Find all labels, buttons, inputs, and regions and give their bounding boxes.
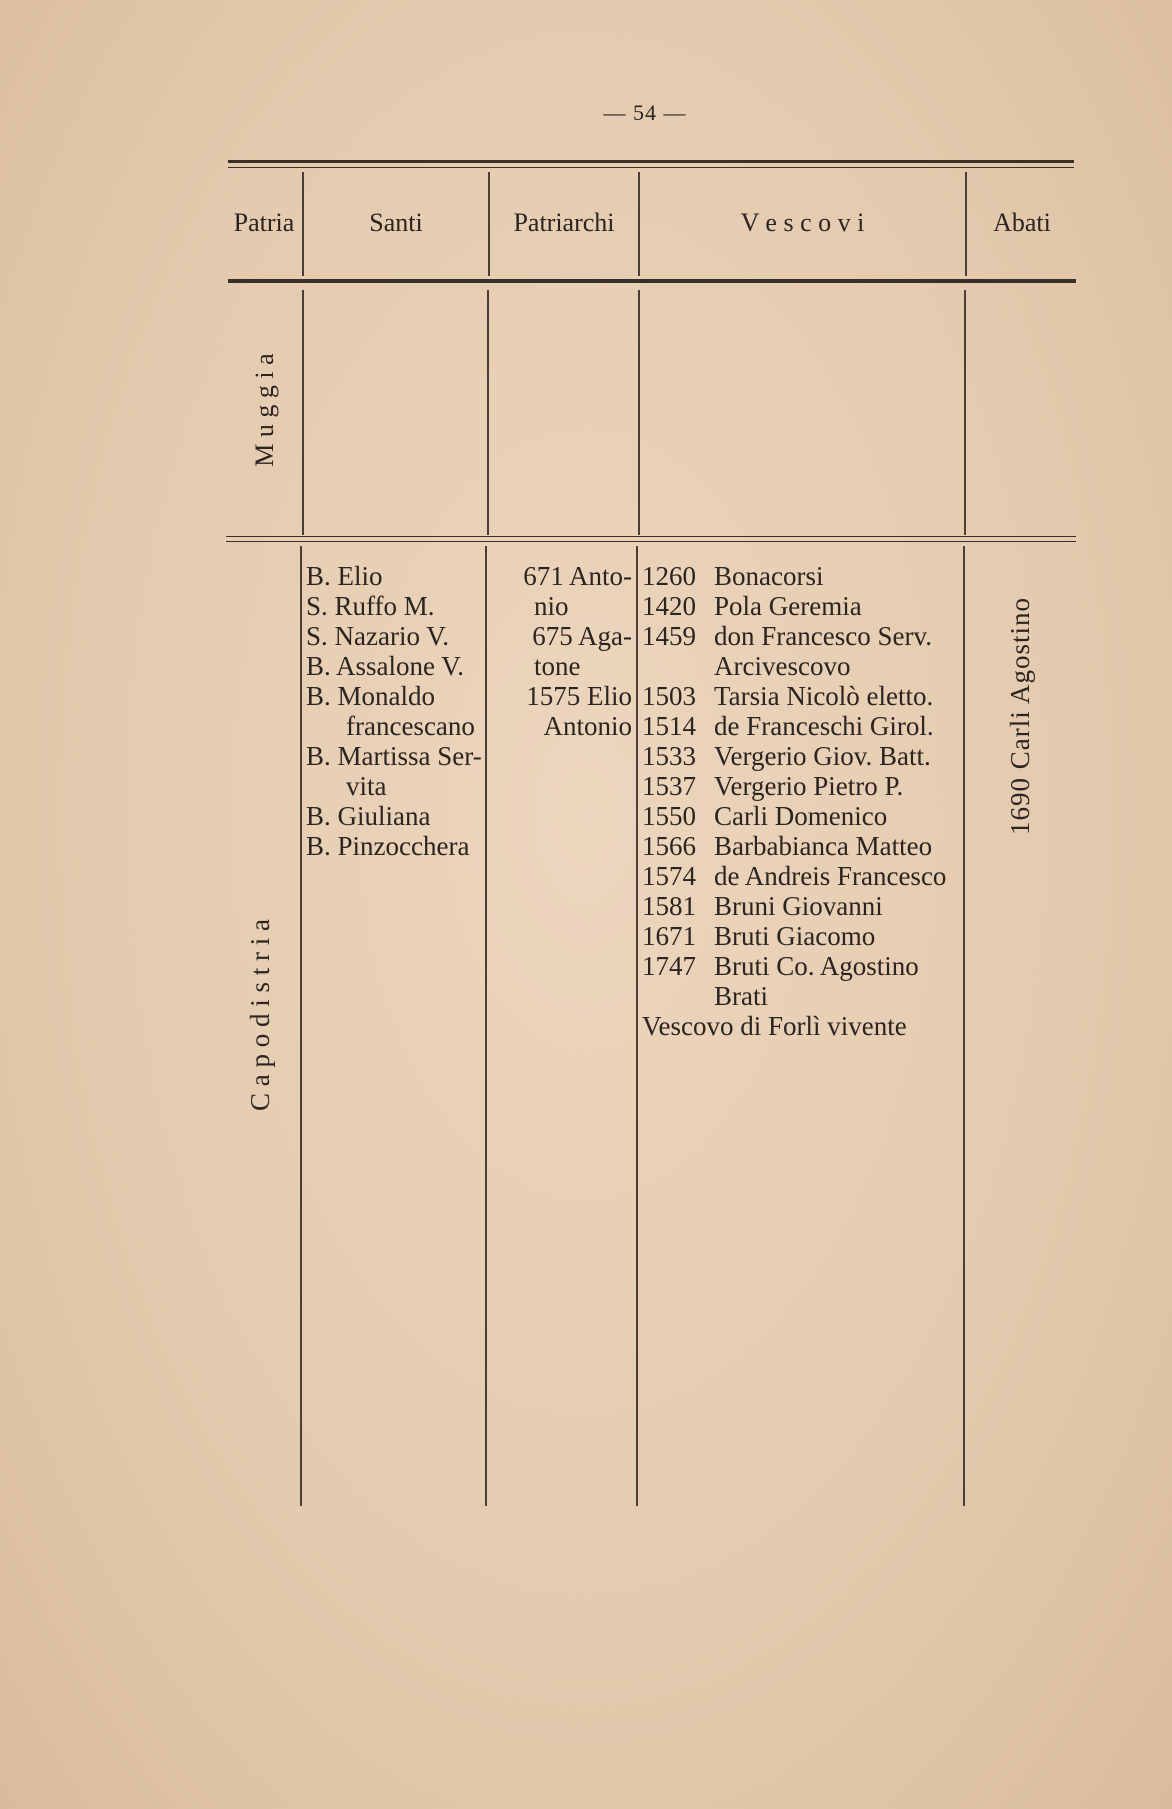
- vescovo-entry: [642, 981, 962, 1011]
- column-divider: [302, 290, 304, 535]
- vescovo-name: de Franceschi Girol.: [714, 711, 934, 741]
- header-abati: Abati: [993, 208, 1051, 237]
- vescovo-name: Brati: [714, 981, 768, 1011]
- vescovo-entry: [642, 951, 962, 981]
- vescovo-name: Pola Geremia: [714, 591, 862, 621]
- vescovo-year: 1581: [642, 891, 696, 921]
- header-santi: Santi: [369, 208, 423, 237]
- vescovo-name: Bruti Co. Agostino: [714, 951, 919, 981]
- santo-entry: B. Pinzocchera: [306, 831, 470, 861]
- column-divider: [487, 290, 489, 535]
- vescovo-entry: [642, 561, 962, 591]
- vescovo-name: Tarsia Nicolò eletto.: [714, 681, 934, 711]
- vescovo-name: Vergerio Pietro P.: [714, 771, 904, 801]
- vescovo-name: Barbabianca Matteo: [714, 831, 933, 861]
- header-patriarchi: Patriarchi: [513, 208, 615, 237]
- header-vescovi: V e s c o v i: [740, 208, 865, 237]
- vescovo-entry: [642, 651, 962, 681]
- vescovo-name: de Andreis Francesco: [714, 861, 947, 891]
- column-divider: [964, 290, 966, 535]
- santo-entry: vita: [346, 771, 387, 801]
- abate-entry: 1690 Carli Agostino: [1005, 597, 1035, 836]
- santo-entry: B. Assalone V.: [306, 651, 465, 681]
- santo-entry: S. Nazario V.: [306, 621, 449, 651]
- vescovo-entry: [642, 591, 962, 621]
- vescovo-year: 1566: [642, 831, 696, 861]
- patriarca-entry: 1575 Elio: [526, 681, 632, 711]
- vescovo-entry: [642, 801, 962, 831]
- vescovo-entry: [642, 621, 962, 651]
- vescovo-entry: [642, 921, 962, 951]
- patriarca-entry: Antonio: [543, 711, 632, 741]
- vescovo-entry: [642, 891, 962, 921]
- vescovo-name: Bonacorsi: [714, 561, 824, 591]
- column-divider: [963, 546, 965, 1506]
- page-number: — 54 —: [603, 100, 687, 125]
- vescovo-year: 1503: [642, 681, 696, 711]
- header-bottom-rule: [228, 279, 1076, 283]
- column-divider: [636, 546, 638, 1506]
- patriarca-entry: nio: [534, 591, 569, 621]
- vescovo-name: Carli Domenico: [714, 801, 888, 831]
- vescovo-year: 1671: [642, 921, 696, 951]
- patria-capodistria: C a p o d i s t r i a: [245, 919, 275, 1111]
- vescovo-entry: [642, 771, 962, 801]
- vescovo-name: Arcivescovo: [714, 651, 851, 681]
- santi-list: [306, 561, 484, 861]
- patriarca-entry: 671 Anto-: [523, 561, 632, 591]
- row-separator: [226, 536, 1076, 537]
- column-divider: [300, 546, 302, 1506]
- vescovo-name: Bruti Giacomo: [714, 921, 876, 951]
- vescovo-year: 1747: [642, 951, 696, 981]
- vescovo-entry: [642, 741, 962, 771]
- vescovi-list: [642, 561, 962, 1041]
- vescovo-entry: [642, 681, 962, 711]
- vescovo-name: Vergerio Giov. Batt.: [714, 741, 931, 771]
- top-rule-thin: [228, 167, 1074, 168]
- vescovo-entry: [642, 861, 962, 891]
- column-divider: [485, 546, 487, 1506]
- patriarca-entry: tone: [534, 651, 581, 681]
- vescovo-year: 1420: [642, 591, 696, 621]
- vescovo-year: 1574: [642, 861, 696, 891]
- patriarchi-list: [492, 561, 632, 741]
- vescovo-year: 1260: [642, 561, 696, 591]
- header-patria: Patria: [233, 208, 295, 237]
- vescovo-year: 1514: [642, 711, 696, 741]
- vescovo-name: don Francesco Serv.: [714, 621, 932, 651]
- vescovo-entry: [642, 831, 962, 861]
- santo-entry: B. Giuliana: [306, 801, 431, 831]
- patriarca-entry: 675 Aga-: [532, 621, 632, 651]
- column-divider: [638, 290, 640, 535]
- vescovo-entry: [642, 711, 962, 741]
- vescovo-year: 1550: [642, 801, 696, 831]
- vescovo-footer: Vescovo di Forlì vivente: [642, 1011, 907, 1041]
- vescovo-year: 1459: [642, 621, 696, 651]
- santo-entry: B. Elio: [306, 561, 383, 591]
- top-rule: [228, 160, 1074, 163]
- santo-entry: B. Martissa Ser-: [306, 741, 482, 771]
- patria-muggia: M u g g i a: [250, 353, 279, 467]
- vescovo-year: 1537: [642, 771, 696, 801]
- vescovo-name: Bruni Giovanni: [714, 891, 883, 921]
- row-separator: [226, 541, 1076, 542]
- santo-entry: francescano: [346, 711, 475, 741]
- santo-entry: S. Ruffo M.: [306, 591, 435, 621]
- santo-entry: B. Monaldo: [306, 681, 436, 711]
- vescovo-year: 1533: [642, 741, 696, 771]
